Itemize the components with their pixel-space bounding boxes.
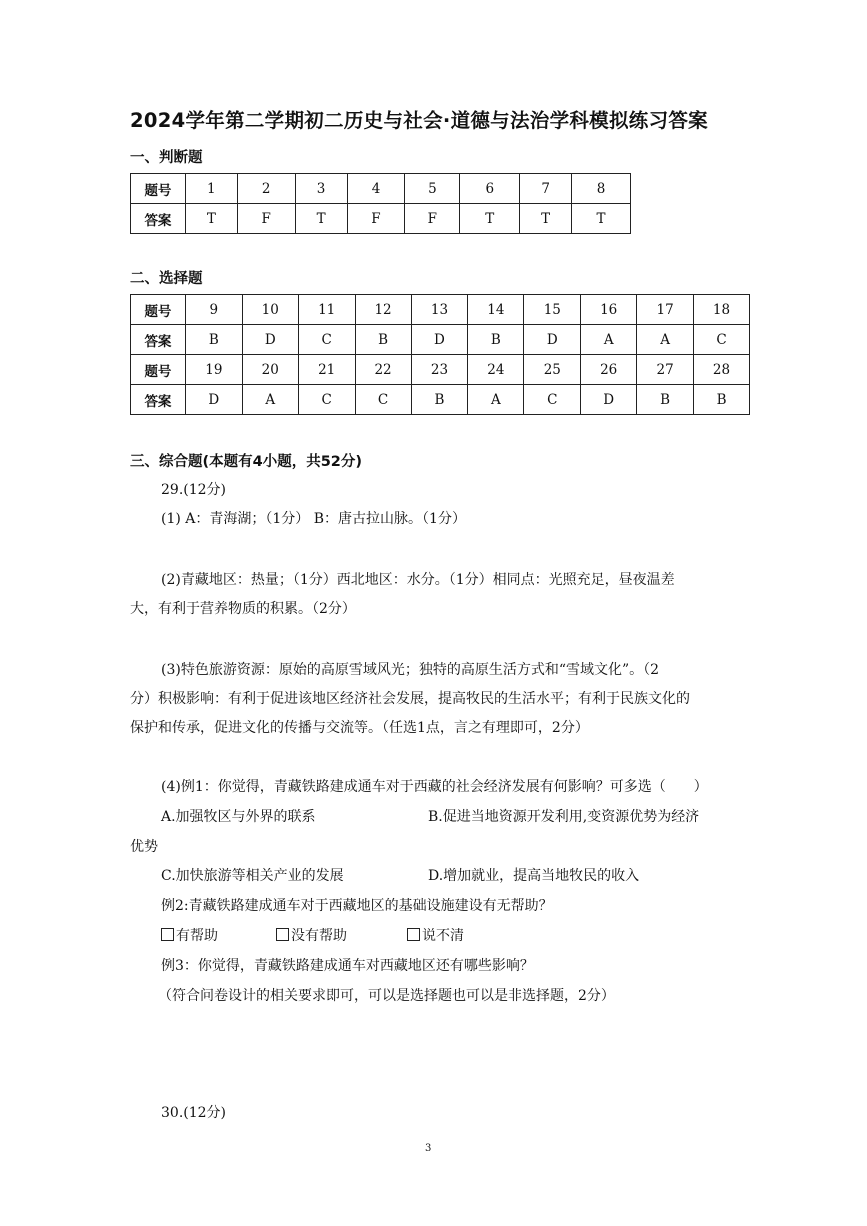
table-row	[131, 355, 750, 385]
table-cell: F	[405, 204, 460, 234]
row-label: 题号	[131, 174, 186, 204]
table-cell: C	[694, 325, 750, 355]
table-cell: 3	[295, 174, 347, 204]
table-cell: 22	[355, 355, 411, 385]
page-title: 2024学年第二学期初二历史与社会·道德与法治学科模拟练习答案	[130, 109, 708, 132]
checkbox-icon	[161, 928, 174, 941]
answer-29-part-2-line-1: (2)青藏地区：热量；（1分）西北地区：水分。（1分）相同点：光照充足，昼夜温差	[161, 572, 675, 588]
table-cell: 20	[242, 355, 298, 385]
table-cell: 19	[185, 355, 242, 385]
table-cell: D	[185, 385, 242, 415]
table-cell: A	[581, 325, 637, 355]
table-cell: 15	[524, 295, 581, 325]
table-cell: D	[242, 325, 298, 355]
table-cell: 2	[237, 174, 295, 204]
table-cell: 24	[468, 355, 524, 385]
answer-29-part-1: (1) A：青海湖；（1分） B：唐古拉山脉。（1分）	[161, 511, 466, 527]
table-cell: 8	[572, 174, 631, 204]
table-row	[131, 385, 750, 415]
table-cell: C	[298, 325, 355, 355]
checkbox-option-not-helpful: 没有帮助	[276, 925, 347, 945]
table-cell: 26	[581, 355, 637, 385]
question-30-label: 30.(12分)	[161, 1105, 227, 1121]
option-b: B.促进当地资源开发利用,变资源优势为经济	[428, 809, 700, 825]
table-cell: T	[185, 204, 237, 234]
answer-29-part-3-line-1: (3)特色旅游资源：原始的高原雪域风光；独特的高原生活方式和“雪域文化”。（2	[161, 662, 660, 678]
example-3: 例3：你觉得，青藏铁路建成通车对西藏地区还有哪些影响？	[161, 958, 534, 974]
table-cell: 28	[694, 355, 750, 385]
answer-29-part-3-line-3: 保护和传承，促进文化的传播与交流等。（任选1点，言之有理即可，2分）	[130, 720, 589, 736]
table-cell: 6	[460, 174, 520, 204]
table-cell: 14	[468, 295, 524, 325]
checkbox-option-helpful: 有帮助	[161, 925, 218, 945]
checkbox-icon	[407, 928, 420, 941]
question-29-label: 29.(12分)	[161, 482, 227, 498]
answer-29-part-3-line-2: 分）积极影响：有利于促进该地区经济社会发展，提高牧民的生活水平；有利于民族文化的	[130, 691, 690, 707]
table-cell: 11	[298, 295, 355, 325]
checkbox-icon	[276, 928, 289, 941]
table-cell: 17	[637, 295, 694, 325]
table-row	[131, 204, 631, 234]
multiple-choice-answer-table	[130, 294, 750, 415]
page-number: 3	[425, 1143, 432, 1154]
table-cell: B	[185, 325, 242, 355]
table-cell: 18	[694, 295, 750, 325]
table-cell: B	[468, 325, 524, 355]
table-row	[131, 295, 750, 325]
grading-note: （符合问卷设计的相关要求即可，可以是选择题也可以是非选择题，2分）	[158, 988, 615, 1004]
table-cell: T	[460, 204, 520, 234]
table-cell: T	[572, 204, 631, 234]
table-cell: 25	[524, 355, 581, 385]
table-cell: B	[355, 325, 411, 355]
table-row	[131, 325, 750, 355]
table-cell: 13	[411, 295, 468, 325]
table-cell: T	[295, 204, 347, 234]
section-heading-true-false: 一、判断题	[130, 150, 203, 166]
table-cell: F	[237, 204, 295, 234]
row-label: 题号	[131, 295, 186, 325]
table-cell: 12	[355, 295, 411, 325]
row-label: 答案	[131, 325, 186, 355]
table-cell: 9	[185, 295, 242, 325]
table-cell: 23	[411, 355, 468, 385]
table-cell: C	[355, 385, 411, 415]
option-a: A.加强牧区与外界的联系	[161, 809, 316, 825]
option-b-continued: 优势	[130, 839, 158, 855]
option-c: C.加快旅游等相关产业的发展	[161, 868, 344, 884]
table-cell: A	[468, 385, 524, 415]
checkbox-option-unsure: 说不清	[407, 925, 464, 945]
table-cell: F	[347, 204, 405, 234]
table-cell: D	[411, 325, 468, 355]
true-false-answer-table	[130, 173, 631, 234]
table-cell: T	[520, 204, 572, 234]
table-cell: 16	[581, 295, 637, 325]
table-cell: D	[524, 325, 581, 355]
section-heading-comprehensive: 三、综合题(本题有4小题，共52分)	[130, 454, 363, 470]
table-cell: A	[242, 385, 298, 415]
row-label: 题号	[131, 355, 186, 385]
table-cell: C	[524, 385, 581, 415]
option-d: D.增加就业，提高当地牧民的收入	[428, 868, 640, 884]
table-cell: 5	[405, 174, 460, 204]
row-label: 答案	[131, 385, 186, 415]
table-cell: B	[411, 385, 468, 415]
table-cell: C	[298, 385, 355, 415]
answer-29-part-2-line-2: 大，有利于营养物质的积累。（2分）	[130, 601, 356, 617]
table-cell: 21	[298, 355, 355, 385]
table-cell: B	[637, 385, 694, 415]
table-row	[131, 174, 631, 204]
table-cell: A	[637, 325, 694, 355]
example-2: 例2:青藏铁路建成通车对于西藏地区的基础设施建设有无帮助？	[161, 898, 553, 914]
table-cell: D	[581, 385, 637, 415]
table-cell: 7	[520, 174, 572, 204]
table-cell: 27	[637, 355, 694, 385]
answer-29-part-4-example-1: (4)例1：你觉得，青藏铁路建成通车对于西藏的社会经济发展有何影响？可多选（ ）	[161, 779, 708, 795]
table-cell: 1	[185, 174, 237, 204]
table-cell: B	[694, 385, 750, 415]
table-cell: 4	[347, 174, 405, 204]
table-cell: 10	[242, 295, 298, 325]
section-heading-multiple-choice: 二、选择题	[130, 271, 203, 287]
row-label: 答案	[131, 204, 186, 234]
